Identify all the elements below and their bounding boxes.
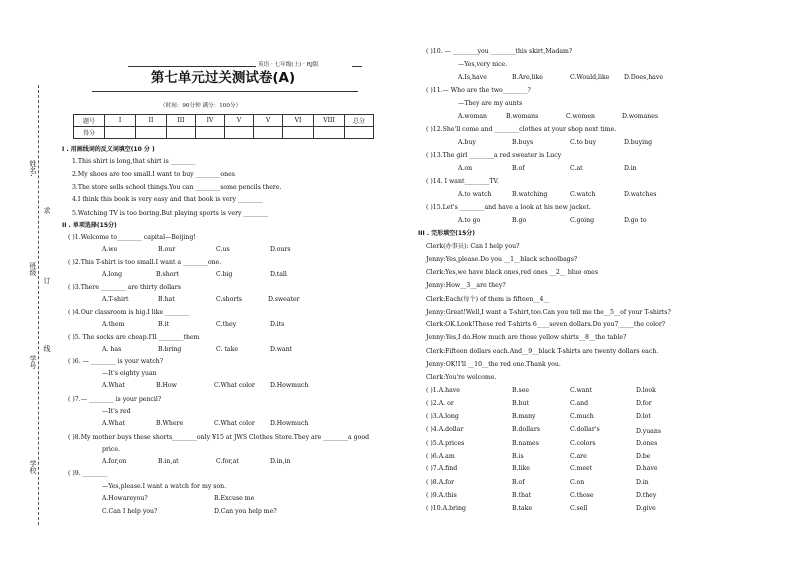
option[interactable]: B.How (156, 382, 177, 389)
question-sub: —Yes,please.I want a watch for my son. (102, 483, 227, 490)
side-label-student-id: 学号 (29, 355, 37, 369)
score-cell-header: I (105, 115, 136, 127)
passage-line: Clerk:Fifteen dollars each.And__9__black T-shirts are twenty dollars each. (426, 348, 659, 355)
option[interactable]: A.What (102, 382, 125, 389)
option[interactable]: D.watches (624, 191, 657, 198)
option[interactable]: D.sweater (268, 296, 300, 303)
option[interactable]: D.womanes (622, 113, 659, 120)
option[interactable]: D.its (270, 321, 285, 328)
section3-heading: III . 完形填空(15分) (418, 230, 475, 237)
question-stem[interactable]: ( )14. I want________TV. (426, 178, 499, 185)
option[interactable]: C.at (570, 165, 583, 172)
cloze-option[interactable]: ( )3.A.long (426, 413, 459, 420)
passage-line: Clerk:OK.Look!These red T-shirts 6____seven dollars.Do you7_____the color? (426, 321, 666, 328)
cloze-option[interactable]: D.lot (636, 413, 651, 420)
question-sub: —They are my aunts (458, 100, 523, 107)
cloze-option[interactable]: ( )8.A.for (426, 479, 455, 486)
score-input[interactable] (283, 127, 314, 139)
question-stem[interactable]: ( )1.Welcome to________ capital—Beijing! (68, 234, 196, 241)
cloze-option[interactable]: C.are (570, 453, 587, 460)
score-cell-label: 题号 (74, 115, 105, 127)
option[interactable]: B.in,at (158, 458, 179, 465)
option[interactable]: D.ours (270, 246, 291, 253)
option[interactable]: B.bring (158, 346, 182, 353)
score-input[interactable] (314, 127, 345, 139)
score-input[interactable] (136, 127, 167, 139)
cloze-option[interactable]: B.but (512, 400, 529, 407)
option[interactable]: D.Howmuch (270, 382, 309, 389)
question-stem[interactable]: ( )8.My mother buys these shorts________only ¥15 at JWS Clothes Store.They are ________a good (68, 434, 370, 441)
option[interactable]: C.big (216, 271, 233, 278)
cloze-option[interactable]: B.names (512, 440, 539, 447)
option[interactable]: C.for,at (216, 458, 239, 465)
cloze-option[interactable]: D.give (636, 505, 656, 512)
option[interactable]: C.Would,like (570, 74, 610, 81)
header-rule-left (128, 66, 256, 67)
title-rule (92, 91, 358, 92)
option[interactable]: C. take (216, 346, 239, 353)
passage-line: Jenny:Yes,I do.How much are those yellow shirts__8__the table? (426, 334, 627, 341)
option[interactable]: B.watching (512, 191, 548, 198)
cloze-option[interactable]: C.meet (570, 465, 593, 472)
option[interactable]: A.T-shirt (102, 296, 129, 303)
score-cell-header: II (136, 115, 167, 127)
option[interactable]: C.to buy (570, 139, 597, 146)
side-label-school: 学校 (29, 460, 37, 474)
question-stem[interactable]: ( )3.There ________ are thirty dollars (68, 284, 181, 291)
option[interactable]: C.What color (214, 382, 255, 389)
cloze-option[interactable]: C.colors (570, 440, 596, 447)
question-sub: —It's red (102, 408, 131, 415)
cloze-option[interactable]: ( )5.A.prices (426, 440, 465, 447)
score-cell-header: V (225, 115, 254, 127)
passage-line: Jenny:Yes,please.Do you __1__black schoolbags? (426, 256, 578, 263)
section2-heading: II . 单项选择(15分) (62, 222, 117, 229)
passage-line: Clerk:Each(每个) of them is fifteen__4__ (426, 296, 550, 303)
option[interactable]: A.woman (458, 113, 487, 120)
option[interactable]: B.of (512, 165, 525, 172)
cloze-option[interactable]: B.like (512, 465, 530, 472)
score-cell-header: IV (196, 115, 225, 127)
score-input[interactable] (105, 127, 136, 139)
option[interactable]: A.for,on (102, 458, 127, 465)
side-label-qiu: 求 (43, 207, 51, 214)
question-sub: —It's eighty yuan (102, 370, 157, 377)
score-table (73, 114, 374, 139)
side-label-class: 班级 (29, 262, 37, 276)
option[interactable]: A.on (458, 165, 473, 172)
time-info: （时间：90分钟 满分：100分） (160, 103, 242, 109)
question-stem[interactable]: ( )13.The girl ________a red sweater is Lucy (426, 152, 562, 159)
cloze-option[interactable]: D.ones (636, 440, 658, 447)
option[interactable]: B.our (158, 246, 176, 253)
cloze-option[interactable]: D.have (636, 465, 658, 472)
cloze-option[interactable]: B.see (512, 387, 530, 394)
option[interactable]: D.buying (624, 139, 653, 146)
cloze-option[interactable]: ( )1.A.have (426, 387, 460, 394)
cloze-option[interactable]: B.is (512, 453, 524, 460)
section1-item[interactable]: 4.I think this book is very easy and that book is very ________ (72, 196, 263, 203)
score-input[interactable] (225, 127, 254, 139)
cloze-option[interactable]: D.look (636, 387, 656, 394)
option[interactable]: C.Can I help you? (102, 508, 158, 515)
option[interactable]: C.What color (214, 420, 255, 427)
cloze-option[interactable]: B.dollars (512, 426, 540, 433)
option[interactable]: D.Does,have (624, 74, 664, 81)
cloze-option[interactable]: D.for (636, 400, 652, 407)
option[interactable]: A. has (102, 346, 122, 353)
passage-line: Jenny:How__3__are they? (426, 282, 506, 289)
cloze-option[interactable]: D.yuans (636, 428, 662, 435)
option[interactable]: C.watch (570, 191, 596, 198)
binding-line (38, 85, 39, 525)
score-cell-label: 得分 (74, 127, 105, 139)
option[interactable]: C.going (570, 217, 595, 224)
score-input[interactable] (167, 127, 196, 139)
cloze-option[interactable]: ( )10.A.bring (426, 505, 466, 512)
question-stem[interactable]: ( )2.This T-shirt is too small.I want a ________one. (68, 259, 222, 266)
option[interactable]: A.to go (458, 217, 481, 224)
question-stem[interactable]: ( )15.Let's ________and have a look at his new jacket. (426, 204, 591, 211)
question-stem[interactable]: ( )4.Our classroom is big.I like ________ (68, 309, 190, 316)
passage-line: Jenny:OK!I'll __10__the red one.Thank you. (426, 361, 561, 368)
score-cell-total: 总分 (345, 115, 374, 127)
cloze-option[interactable]: B.many (512, 413, 536, 420)
option[interactable]: B.Are,like (512, 74, 543, 81)
option[interactable]: B.hat (158, 296, 175, 303)
section1-heading: I . 用画线词的反义词填空(10 分 ) (62, 146, 155, 153)
question-stem[interactable]: ( )5. The socks are cheap.I'll ________them (68, 334, 200, 341)
option[interactable]: D.in,in (270, 458, 291, 465)
score-cell-header: III (167, 115, 196, 127)
option[interactable]: D.Can you help me? (214, 508, 277, 515)
score-cell-header: VIII (314, 115, 345, 127)
option[interactable]: C.women (566, 113, 596, 120)
section1-item[interactable]: 1.This shirt is long,that shirt is ________ (72, 158, 196, 165)
question-stem[interactable]: ( )10. — ________you ________this skirt,Madam? (426, 48, 573, 55)
option[interactable]: D.tall (270, 271, 287, 278)
cloze-option[interactable]: D.in (636, 479, 649, 486)
score-cell-header: V (254, 115, 283, 127)
side-label-name: 姓名 (29, 160, 37, 174)
cloze-option[interactable]: C.those (570, 492, 594, 499)
cloze-option[interactable]: ( )4.A.dollar (426, 426, 464, 433)
cloze-option[interactable]: C.on (570, 479, 585, 486)
question-sub: —Yes,very nice. (458, 61, 508, 68)
option[interactable]: A.Is,have (458, 74, 487, 81)
cloze-option[interactable]: B.take (512, 505, 533, 512)
cloze-option[interactable]: D.they (636, 492, 657, 499)
question-cont: price. (102, 446, 120, 453)
header-grade-label: 英语 · 七年级(上) · RJ版 (258, 62, 319, 68)
cloze-option[interactable]: ( )7.A.find (426, 465, 458, 472)
option[interactable]: B.it (158, 321, 169, 328)
question-stem[interactable]: ( )9. ________ (68, 470, 108, 477)
option[interactable]: C.us (216, 246, 230, 253)
option[interactable]: A.them (102, 321, 125, 328)
option[interactable]: A.buy (458, 139, 476, 146)
option[interactable]: D.in (624, 165, 637, 172)
option[interactable]: C.shorts (216, 296, 242, 303)
cloze-option[interactable]: ( )9.A.this (426, 492, 457, 499)
score-input[interactable] (254, 127, 283, 139)
question-stem[interactable]: ( )6. — ________ is your watch? (68, 358, 164, 365)
cloze-option[interactable]: C.and (570, 400, 589, 407)
cloze-option[interactable]: C.want (570, 387, 592, 394)
option[interactable]: A.to watch (458, 191, 492, 198)
cloze-option[interactable]: C.sell (570, 505, 588, 512)
passage-line: Clerk:You're welcome. (426, 374, 497, 381)
passage-line: Clerk:Yes,we have black ones,red ones __2__ blue ones (426, 269, 599, 276)
cloze-option[interactable]: C.dollar's (570, 426, 600, 433)
option[interactable]: B.Where (156, 420, 184, 427)
cloze-option[interactable]: B.of (512, 479, 525, 486)
option[interactable]: A.we (102, 246, 118, 253)
cloze-option[interactable]: D.be (636, 453, 651, 460)
section1-item[interactable]: 2.My shoes are too small.I want to buy ________ones (72, 171, 235, 178)
question-stem[interactable]: ( )11.— Who are the two________? (426, 87, 531, 94)
option[interactable]: A.Howareyou? (102, 495, 148, 502)
score-input[interactable] (345, 127, 374, 139)
option[interactable]: D.go to (624, 217, 647, 224)
section1-item[interactable]: 3.The store sells school things.You can ________some pencils there. (72, 184, 282, 191)
option[interactable]: B.short (156, 271, 179, 278)
option[interactable]: B.Excuse me (214, 495, 255, 502)
option[interactable]: D.Howmuch (270, 420, 309, 427)
option[interactable]: A.long (102, 271, 123, 278)
option[interactable]: D.want (270, 346, 293, 353)
option[interactable]: B.buys (512, 139, 534, 146)
side-label-ding: 订 (43, 277, 51, 284)
section1-item[interactable]: 5.Watching TV is too boring.But playing sports is very ________ (72, 210, 269, 217)
cloze-option[interactable]: ( )2.A. or (426, 400, 454, 407)
question-stem[interactable]: ( )7.— ________ is your pencil? (68, 396, 162, 403)
score-cell-header: VI (283, 115, 314, 127)
option[interactable]: B.womans (506, 113, 539, 120)
option[interactable]: C.they (216, 321, 237, 328)
option[interactable]: A.What (102, 420, 125, 427)
cloze-option[interactable]: B.that (512, 492, 532, 499)
question-stem[interactable]: ( )12.She'll come and ________clothes at your shop next time. (426, 126, 617, 133)
cloze-option[interactable]: ( )6.A.am (426, 453, 455, 460)
passage-line: Jenny:Great!Well,I want a T-shirt,too.Can you tell me the__5__of your T-shirts? (426, 309, 671, 316)
side-label-xian: 线 (43, 345, 51, 352)
option[interactable]: B.go (512, 217, 527, 224)
cloze-option[interactable]: C.much (570, 413, 594, 420)
passage-line: Clerk(办事员): Can I help you? (426, 243, 520, 250)
score-input[interactable] (196, 127, 225, 139)
page-title: 第七单元过关测试卷(A) (150, 70, 296, 86)
